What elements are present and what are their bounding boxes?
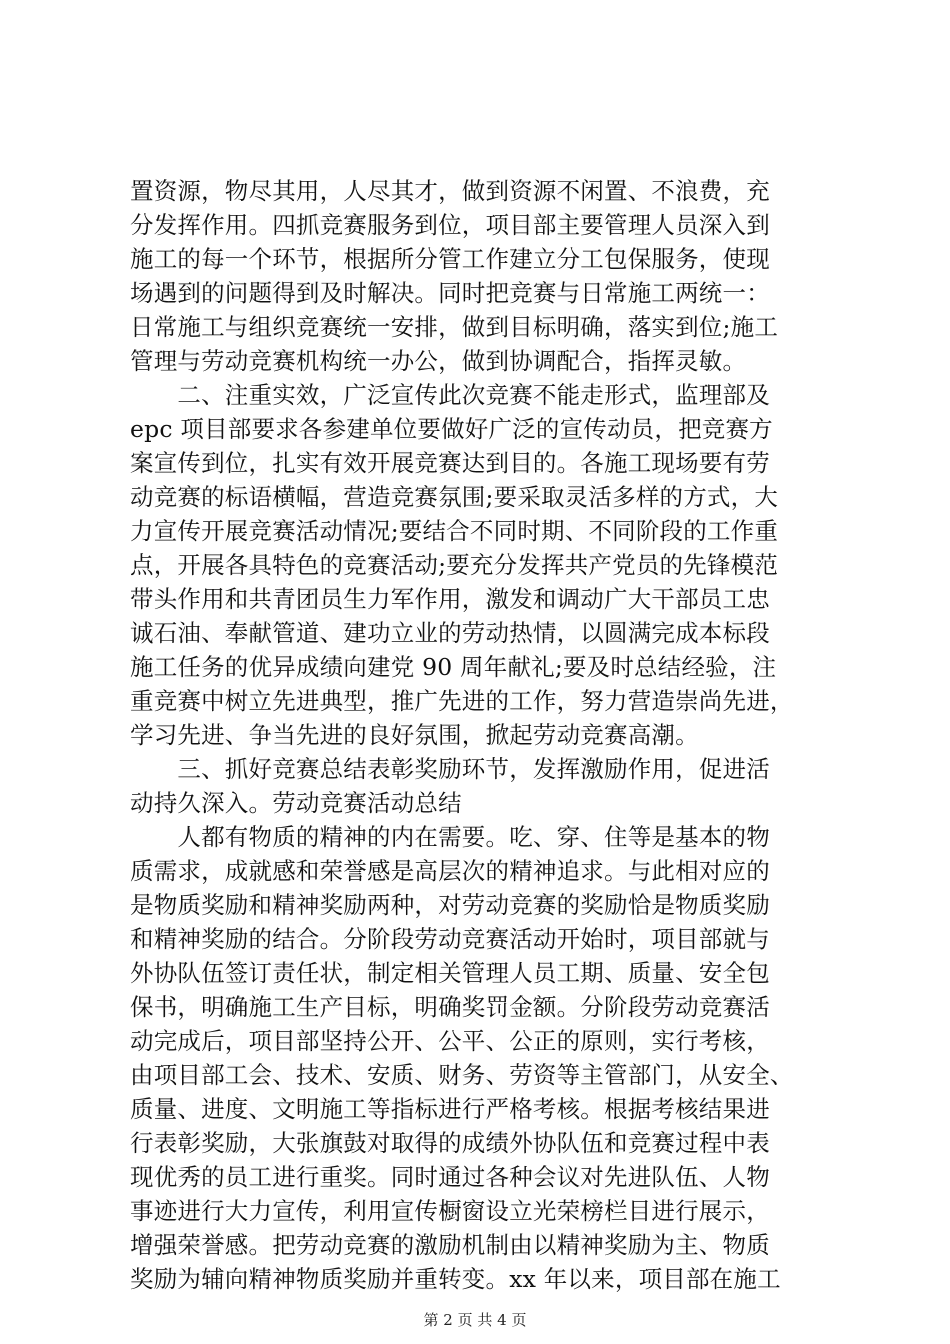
- text-line: 施工任务的优异成绩向建党 90 周年献礼;要及时总结经验，注: [130, 653, 777, 681]
- text-line: 动持久深入。劳动竞赛活动总结: [130, 789, 462, 817]
- text-line: 行表彰奖励，大张旗鼓对取得的成绩外协队伍和竞赛过程中表: [130, 1129, 770, 1157]
- text-line: 日常施工与组织竞赛统一安排，做到目标明确，落实到位;施工: [130, 313, 779, 341]
- text-line: 点，开展各具特色的竞赛活动;要充分发挥共产党员的先锋模范: [130, 551, 779, 579]
- text-line: epc 项目部要求各参建单位要做好广泛的宣传动员，把竞赛方: [130, 415, 773, 443]
- text-line: 由项目部工会、技术、安质、财务、劳资等主管部门，从安全、: [130, 1061, 794, 1089]
- text-line: 人都有物质的精神的内在需要。吃、穿、住等是基本的物: [130, 823, 770, 851]
- text-line: 场遇到的问题得到及时解决。同时把竞赛与日常施工两统一：: [130, 279, 770, 307]
- text-line: 外协队伍签订责任状，制定相关管理人员工期、质量、安全包: [130, 959, 770, 987]
- text-line: 动竞赛的标语横幅，营造竞赛氛围;要采取灵活多样的方式，大: [130, 483, 779, 511]
- text-line: 是物质奖励和精神奖励两种，对劳动竞赛的奖励恰是物质奖励: [130, 891, 770, 919]
- text-line: 现优秀的员工进行重奖。同时通过各种会议对先进队伍、人物: [130, 1163, 770, 1191]
- text-line: 二、注重实效，广泛宣传此次竞赛不能走形式，监理部及: [130, 381, 770, 409]
- text-line: 诚石油、奉献管道、建功立业的劳动热情，以圆满完成本标段: [130, 619, 770, 647]
- text-line: 分发挥作用。四抓竞赛服务到位，项目部主要管理人员深入到: [130, 211, 770, 239]
- text-line: 案宣传到位，扎实有效开展竞赛达到目的。各施工现场要有劳: [130, 449, 770, 477]
- text-line: 奖励为辅向精神物质奖励并重转变。xx 年以来，项目部在施工: [130, 1265, 781, 1293]
- text-line: 质量、进度、文明施工等指标进行严格考核。根据考核结果进: [130, 1095, 770, 1123]
- text-line: 带头作用和共青团员生力军作用，激发和调动广大干部员工忠: [130, 585, 770, 613]
- text-line: 力宣传开展竞赛活动情况;要结合不同时期、不同阶段的工作重: [130, 517, 779, 545]
- page-number-footer: 第 2 页 共 4 页: [423, 1311, 527, 1329]
- document-body: [130, 174, 830, 1296]
- text-line: 动完成后，项目部坚持公开、公平、公正的原则，实行考核，: [130, 1027, 770, 1055]
- text-line: 置资源，物尽其用，人尽其才，做到资源不闲置、不浪费，充: [130, 177, 770, 205]
- text-line: 学习先进、争当先进的良好氛围，掀起劳动竞赛高潮。: [130, 721, 699, 749]
- text-line: 管理与劳动竞赛机构统一办公，做到协调配合，指挥灵敏。: [130, 347, 747, 375]
- text-line: 和精神奖励的结合。分阶段劳动竞赛活动开始时，项目部就与: [130, 925, 770, 953]
- text-line: 保书，明确施工生产目标，明确奖罚金额。分阶段劳动竞赛活: [130, 993, 770, 1021]
- text-line: 施工的每一个环节，根据所分管工作建立分工包保服务，使现: [130, 245, 770, 273]
- text-line: 重竞赛中树立先进典型，推广先进的工作，努力营造崇尚先进，: [130, 687, 794, 715]
- text-line: 事迹进行大力宣传，利用宣传橱窗设立光荣榜栏目进行展示，: [130, 1197, 770, 1225]
- text-line: 三、抓好竞赛总结表彰奖励环节，发挥激励作用，促进活: [130, 755, 770, 783]
- text-line: 增强荣誉感。把劳动竞赛的激励机制由以精神奖励为主、物质: [130, 1231, 770, 1259]
- text-line: 质需求，成就感和荣誉感是高层次的精神追求。与此相对应的: [130, 857, 770, 885]
